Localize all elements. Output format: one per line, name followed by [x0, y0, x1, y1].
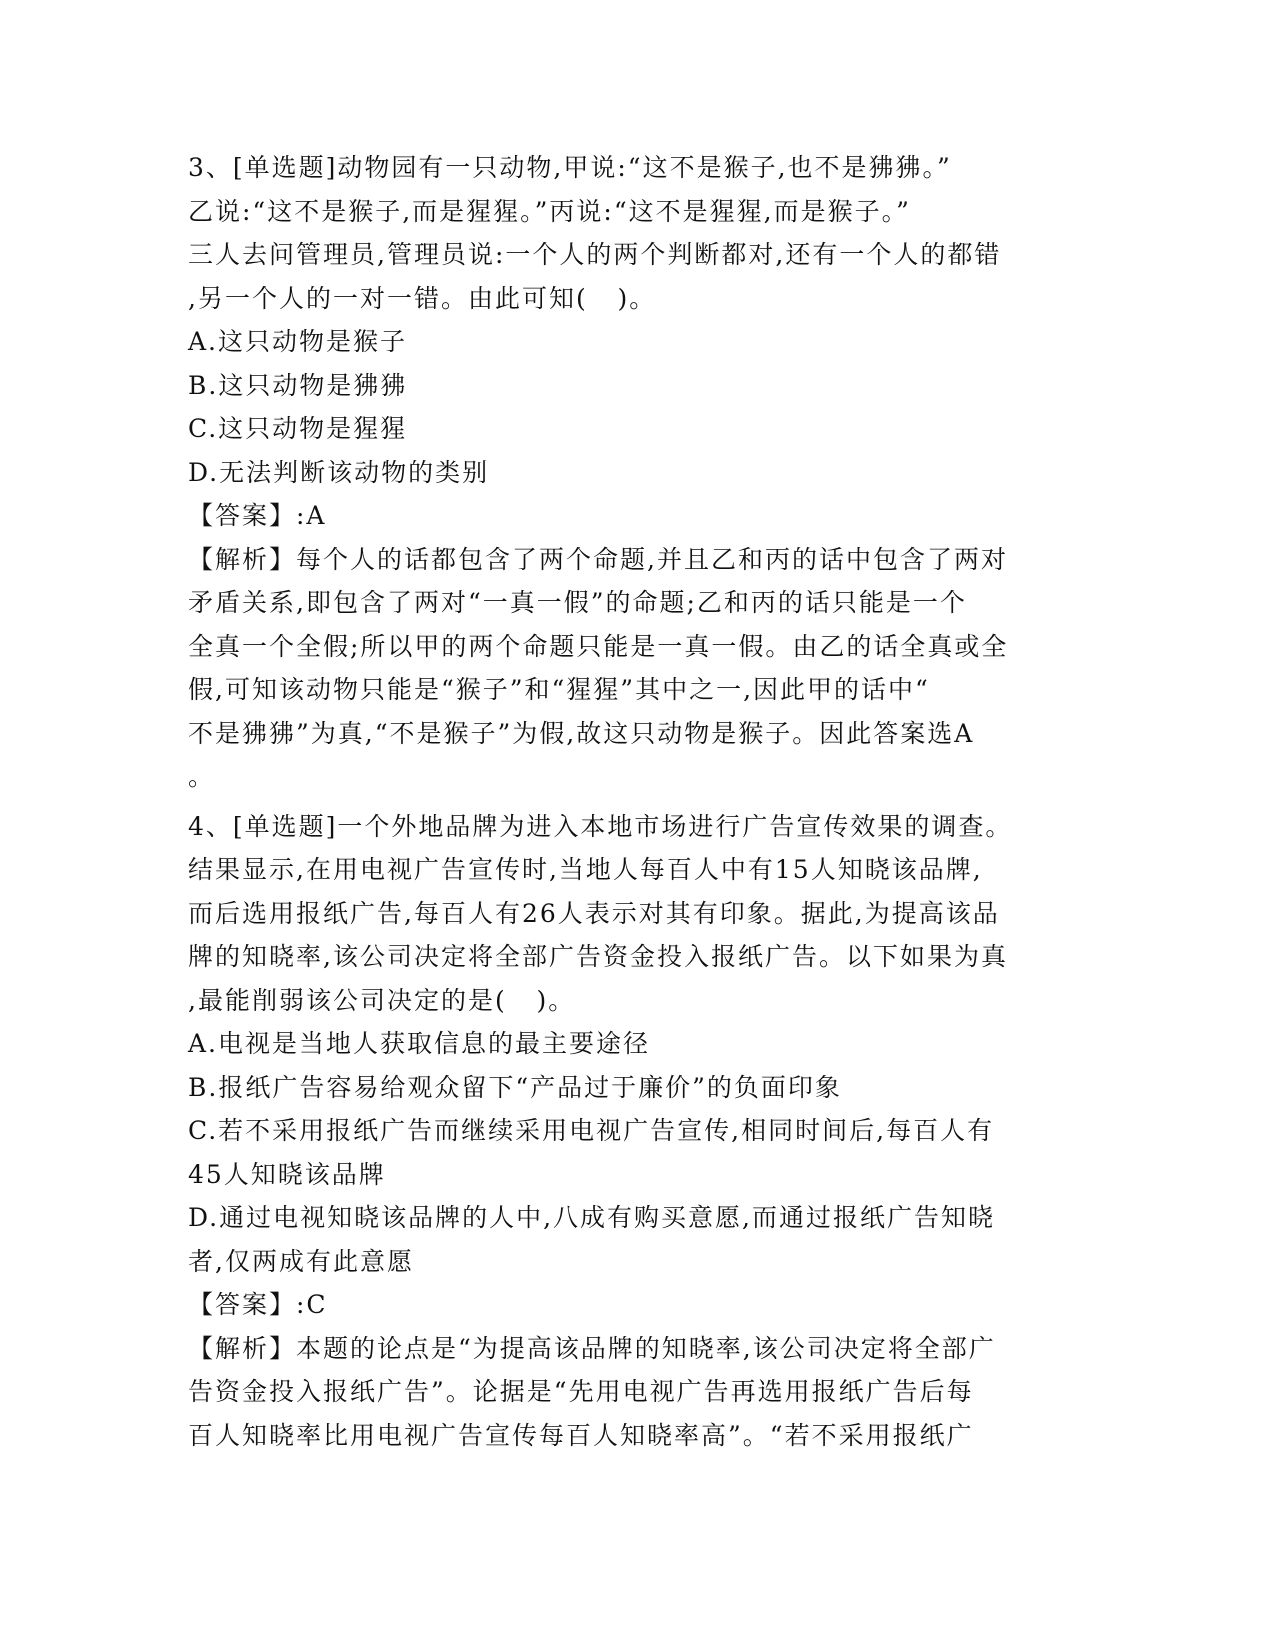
answer-line: 【答案】:A	[188, 501, 327, 530]
question-stem-line: 牌的知晓率,该公司决定将全部广告资金投入报纸广告。以下如果为真	[188, 942, 1008, 971]
option-b: B.这只动物是狒狒	[188, 370, 408, 400]
question-3	[188, 146, 1088, 799]
question-stem-line: 而后选用报纸广告,每百人有26人表示对其有印象。据此,为提高该品	[188, 898, 1000, 928]
question-stem-line: ,最能削弱该公司决定的是( )。	[188, 985, 576, 1015]
analysis-line: 【解析】本题的论点是“为提高该品牌的知晓率,该公司决定将全部广	[188, 1333, 996, 1363]
option-d-continued: 者,仅两成有此意愿	[188, 1246, 414, 1276]
analysis-line: 不是狒狒”为真,“不是猴子”为假,故这只动物是猴子。因此答案选A	[188, 718, 975, 748]
question-stem-line: 乙说:“这不是猴子,而是猩猩。”丙说:“这不是猩猩,而是猴子。”	[188, 196, 911, 226]
question-stem-line: 结果显示,在用电视广告宣传时,当地人每百人中有15人知晓该品牌,	[188, 855, 983, 884]
question-stem-line: ,另一个人的一对一错。由此可知( )。	[188, 283, 657, 313]
analysis-line: 全真一个全假;所以甲的两个命题只能是一真一假。由乙的话全真或全	[188, 631, 1009, 661]
question-4	[188, 805, 1088, 1458]
question-stem-line: 4、[单选题]一个外地品牌为进入本地市场进行广告宣传效果的调查。	[188, 811, 1013, 841]
analysis-line: 假,可知该动物只能是“猴子”和“猩猩”其中之一,因此甲的话中“	[188, 675, 930, 704]
option-c-continued: 45人知晓该品牌	[188, 1159, 386, 1189]
option-a: A.这只动物是猴子	[188, 327, 408, 356]
option-a: A.电视是当地人获取信息的最主要途径	[188, 1029, 651, 1058]
option-b: B.报纸广告容易给观众留下“产品过于廉价”的负面印象	[188, 1072, 842, 1102]
option-d: D.无法判断该动物的类别	[188, 457, 490, 487]
analysis-line: 告资金投入报纸广告”。论据是“先用电视广告再选用报纸广告后每	[188, 1377, 974, 1406]
question-stem-line: 三人去问管理员,管理员说:一个人的两个判断都对,还有一个人的都错	[188, 240, 1002, 269]
answer-line: 【答案】:C	[188, 1290, 328, 1319]
analysis-line: 矛盾关系,即包含了两对“一真一假”的命题;乙和丙的话只能是一个	[188, 588, 967, 617]
analysis-line: 【解析】每个人的话都包含了两个命题,并且乙和丙的话中包含了两对	[188, 544, 1008, 574]
option-d: D.通过电视知晓该品牌的人中,八成有购买意愿,而通过报纸广告知晓	[188, 1203, 995, 1232]
option-c: C.若不采用报纸广告而继续采用电视广告宣传,相同时间后,每百人有	[188, 1116, 995, 1145]
analysis-line: 百人知晓率比用电视广告宣传每百人知晓率高”。“若不采用报纸广	[188, 1420, 974, 1450]
question-stem-line: 3、[单选题]动物园有一只动物,甲说:“这不是猴子,也不是狒狒。”	[188, 153, 952, 182]
analysis-line: 。	[188, 762, 216, 791]
option-c: C.这只动物是猩猩	[188, 414, 408, 443]
document-page	[188, 146, 1088, 1457]
